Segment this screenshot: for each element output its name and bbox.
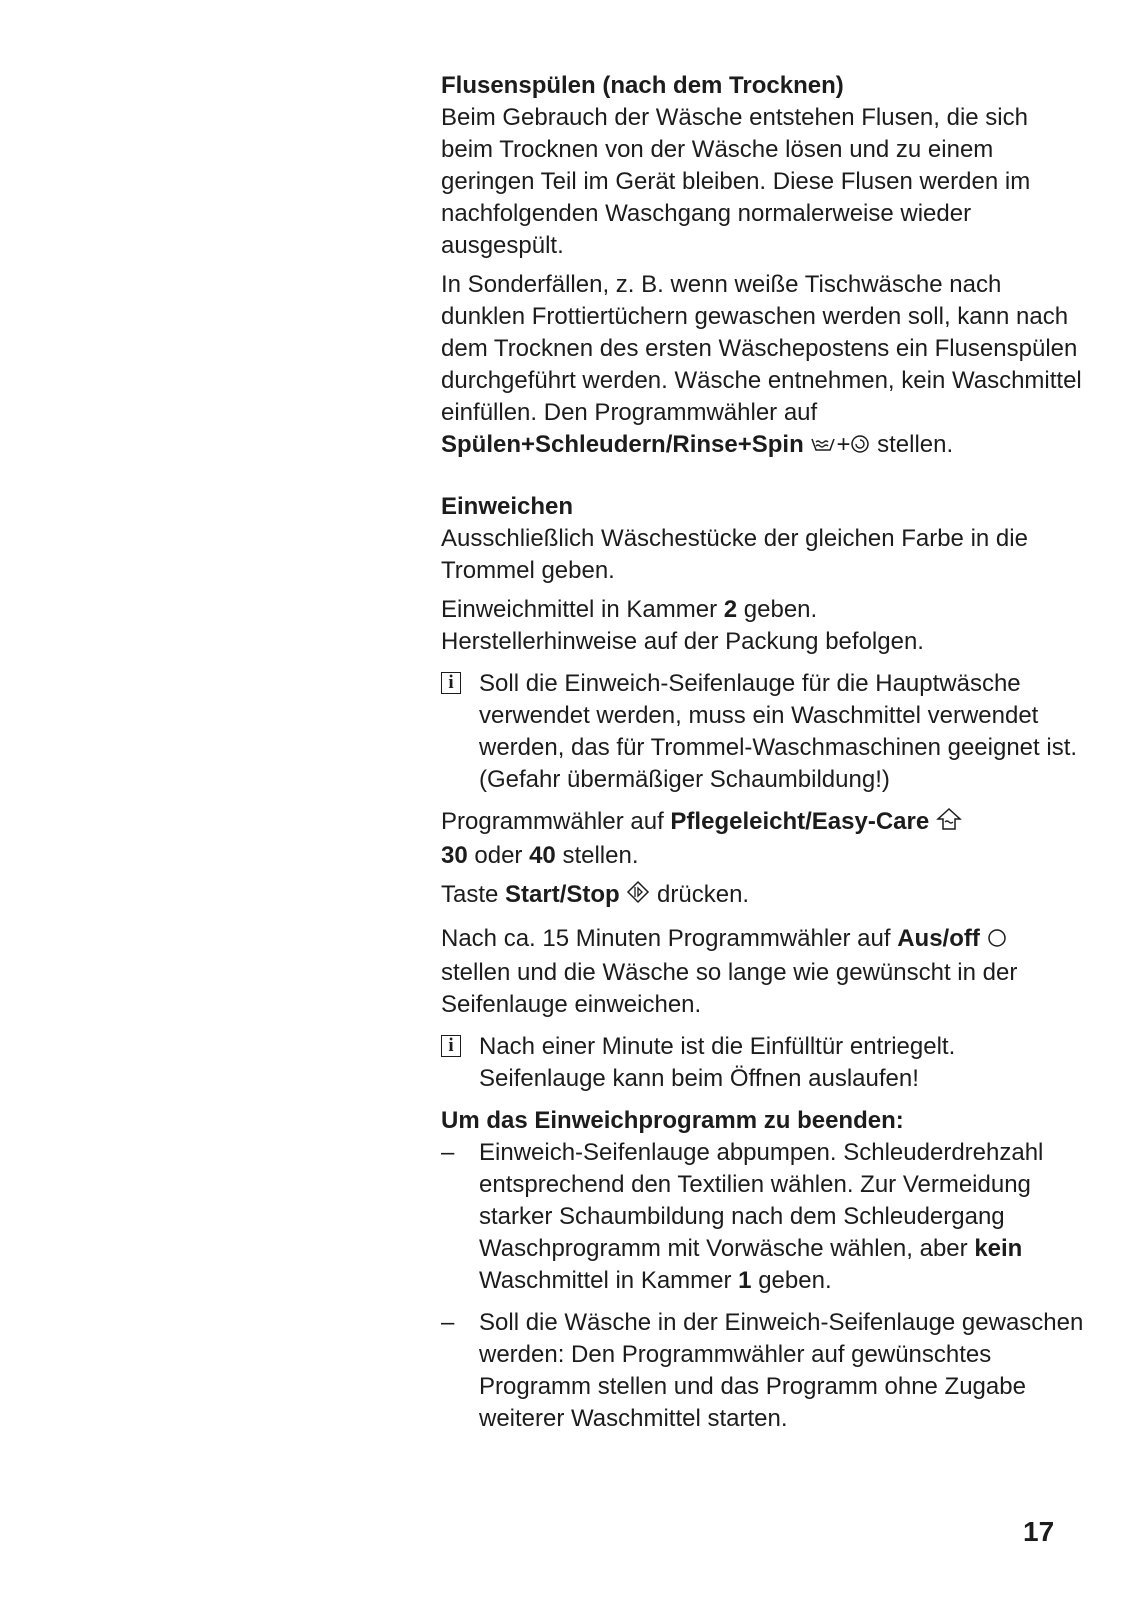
- program-off: Aus/off: [897, 925, 980, 952]
- heading-flusenspuelen: Flusenspülen (nach dem Trocknen): [441, 72, 844, 99]
- spin-icon: [850, 431, 870, 463]
- program-rinse-spin: Spülen+Schleudern/Rinse+Spin: [441, 431, 804, 458]
- paragraph-einweichen-4: Taste Start/Stop drücken.: [441, 879, 1086, 913]
- easy-care-icon: [936, 807, 962, 840]
- list-item: – Soll die Wäsche in der Einweich-Seifenlauge gewaschen werden: Den Programmwähler auf gewünschtes Programm stellen und das Programm ohne Zugabe weiterer Waschmittel starten.: [441, 1309, 1084, 1432]
- page-content: [441, 70, 1086, 1435]
- paragraph-einweichen-5: Nach ca. 15 Minuten Programmwähler auf Aus/off stellen und die Wäsche so lange wie gewünscht in der Seifenlauge einweichen.: [441, 925, 1018, 1018]
- heading-einweichprogramm-beenden: Um das Einweichprogramm zu beenden:: [441, 1107, 904, 1134]
- info-icon: i: [441, 1035, 461, 1057]
- paragraph-einweichen-1: Ausschließlich Wäschestücke der gleichen Farbe in die Trommel geben.: [441, 525, 1028, 584]
- list-item: – Einweich-Seifenlauge abpumpen. Schleuderdrehzahl entsprechend den Textilien wählen. Zur Vermeidung starker Schaumbildung nach dem Schleudergang Waschprogramm mit Vorwäsche wählen, aber kein Waschmittel in Kammer 1 geben.: [441, 1139, 1044, 1294]
- start-stop-label: Start/Stop: [505, 881, 620, 908]
- info-note-2: i Nach einer Minute ist die Einfülltür entriegelt. Seifenlauge kann beim Öffnen auslaufen!: [441, 1031, 1086, 1095]
- paragraph-flusen-1: Beim Gebrauch der Wäsche entstehen Flusen, die sich beim Trocknen von der Wäsche lösen und zu einem geringen Teil im Gerät bleiben. Diese Flusen werden im nachfolgenden Waschgang normalerweise wieder ausgespült.: [441, 104, 1031, 259]
- page-number: 17: [1023, 1516, 1055, 1547]
- info-note-1: i Soll die Einweich-Seifenlauge für die Hauptwäsche verwendet werden, muss ein Waschmittel verwendet werden, das für Trommel-Waschmaschinen geeignet ist. (Gefahr übermäßiger Schaumbildung!): [441, 668, 1086, 796]
- paragraph-flusen-2: In Sonderfällen, z. B. wenn weiße Tischwäsche nach dunklen Frottiertüchern gewaschen werden soll, kann nach dem Trocknen des ersten Wäschepostens ein Flusenspülen durchgeführt werden. Wäsche entnehmen, kein Waschmittel einfüllen. Den Programmwähler auf Spülen+Schleudern/Rinse+Spin + stellen.: [441, 269, 1086, 463]
- program-easy-care: Pflegeleicht/Easy-Care: [670, 808, 930, 835]
- off-icon: [987, 925, 1007, 957]
- rinse-icon: [810, 431, 836, 463]
- paragraph-einweichen-2: Einweichmittel in Kammer 2 geben. Herstellerhinweise auf der Packung befolgen.: [441, 596, 924, 655]
- dash-bullet: –: [441, 1309, 455, 1336]
- dash-bullet: –: [441, 1139, 455, 1166]
- start-stop-icon: [626, 880, 650, 913]
- heading-einweichen: Einweichen: [441, 493, 574, 520]
- info-icon: i: [441, 672, 461, 694]
- paragraph-einweichen-3: Programmwähler auf Pflegeleicht/Easy-Care 30 oder 40 stellen.: [441, 806, 1086, 872]
